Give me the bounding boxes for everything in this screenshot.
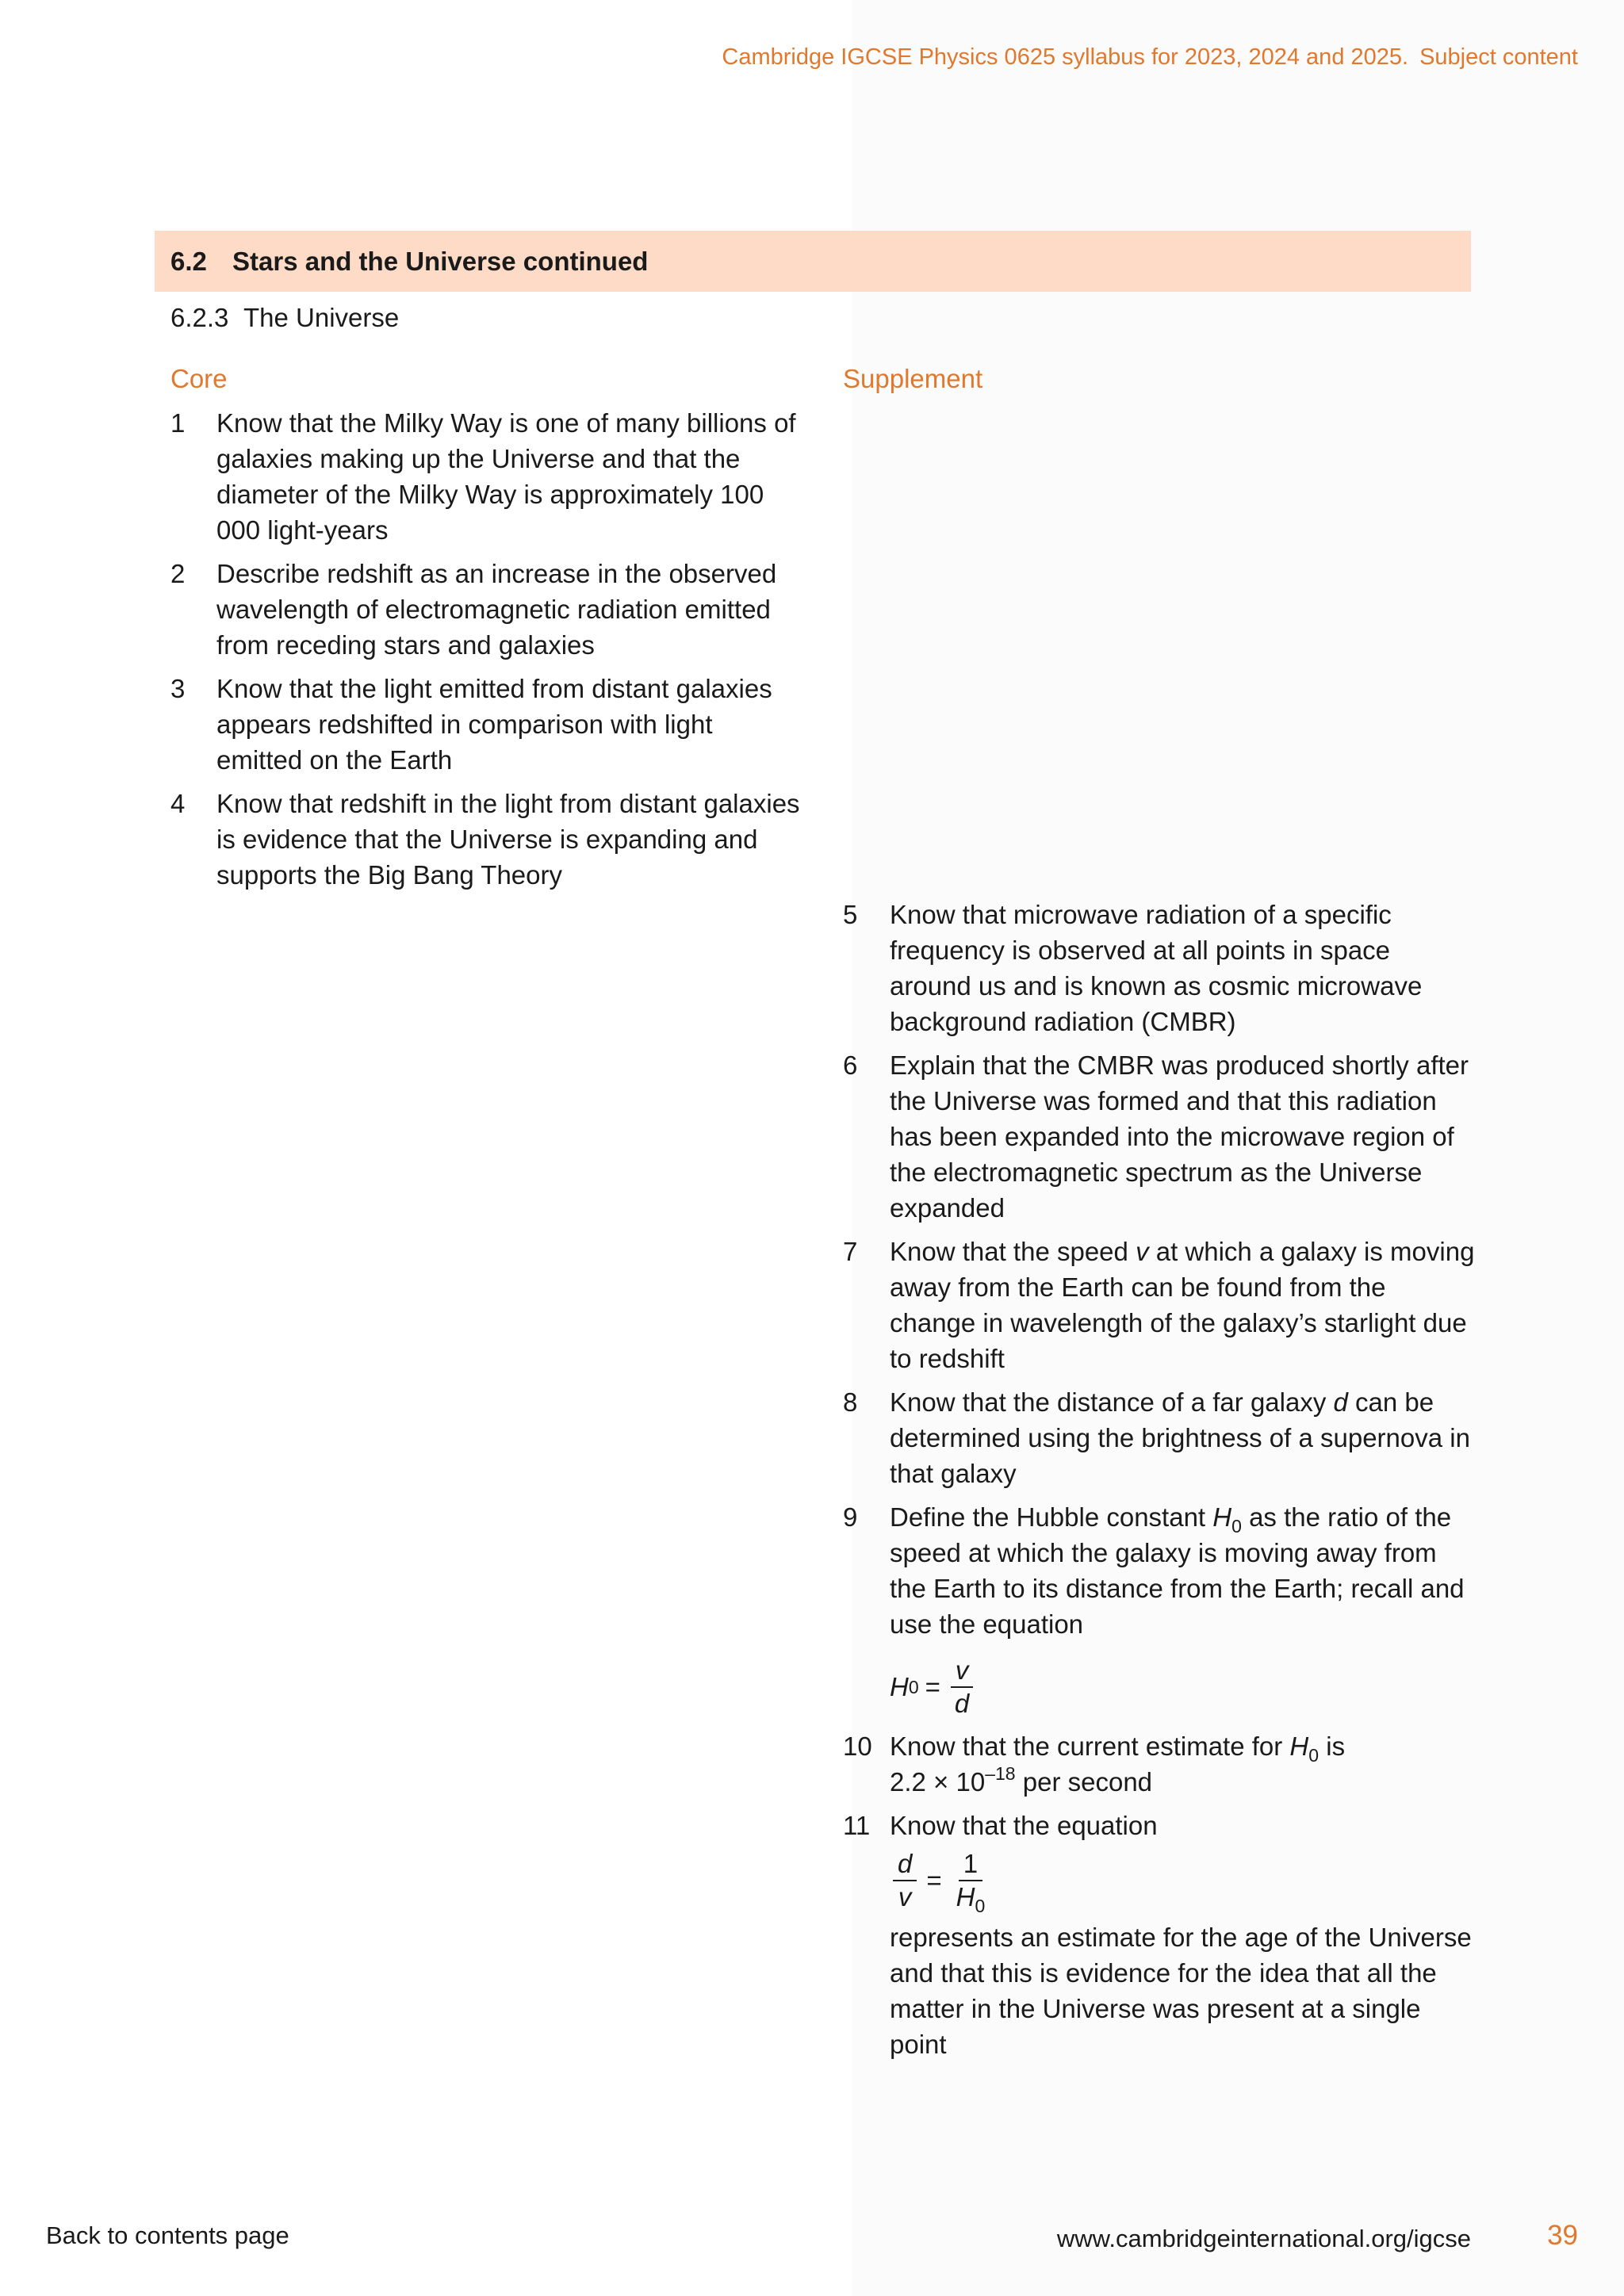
item-text: Describe redshift as an increase in the observed wavelength of electromagnetic radiation emitted from receding stars and galaxies bbox=[216, 559, 777, 660]
core-column-heading: Core bbox=[170, 364, 228, 393]
list-item bbox=[843, 1384, 1477, 1491]
eq-fraction-right bbox=[952, 1848, 990, 1916]
list-item bbox=[170, 405, 805, 548]
symbol-v: v bbox=[1136, 1237, 1149, 1266]
list-item bbox=[170, 556, 805, 663]
item-text: Know that redshift in the light from distant galaxies is evidence that the Universe is expanding and supports the Big Bang Theory bbox=[216, 789, 800, 890]
item-text: Know that microwave radiation of a specific frequency is observed at all points in space around us and is known as cosmic microwave background radiation (CMBR) bbox=[890, 900, 1423, 1036]
supplement-list bbox=[843, 897, 1477, 2062]
section-title: Stars and the Universe continued bbox=[232, 246, 649, 276]
item-text: at which a galaxy is moving away from the Earth can be found from the change in wavelength of the galaxy’s starlight due to redshift bbox=[890, 1237, 1475, 1373]
item-number: 10 bbox=[843, 1731, 872, 1761]
symbol-d: d bbox=[1333, 1387, 1348, 1417]
list-item bbox=[843, 1808, 1477, 2063]
item-number: 7 bbox=[843, 1237, 858, 1266]
subsection-heading bbox=[170, 303, 399, 333]
eq-numerator: d bbox=[893, 1850, 917, 1881]
website-url[interactable]: www.cambridgeinternational.org/igcse bbox=[1056, 2225, 1471, 2252]
list-item bbox=[843, 897, 1477, 1039]
eq-denominator bbox=[952, 1881, 990, 1916]
supplement-column-heading: Supplement bbox=[843, 364, 983, 393]
item-number: 9 bbox=[843, 1502, 858, 1532]
list-item bbox=[843, 1499, 1477, 1719]
item-text: Know that the current estimate for bbox=[890, 1731, 1290, 1761]
eq-numerator: 1 bbox=[959, 1850, 982, 1881]
eq-h: H bbox=[890, 1672, 909, 1702]
running-section: Subject content bbox=[1419, 44, 1578, 70]
section-number: 6.2 bbox=[170, 246, 207, 276]
list-item bbox=[843, 1047, 1477, 1226]
eq-h: H bbox=[956, 1881, 975, 1911]
item-number: 1 bbox=[170, 408, 186, 438]
symbol-subscript: 0 bbox=[1308, 1744, 1320, 1766]
item-text: Define the Hubble constant bbox=[890, 1502, 1213, 1532]
item-number: 3 bbox=[170, 674, 186, 703]
eq-subscript: 0 bbox=[975, 1895, 986, 1916]
subsection-title: The Universe bbox=[243, 303, 400, 332]
item-number: 8 bbox=[843, 1387, 858, 1417]
list-item bbox=[843, 1234, 1477, 1376]
item-text: represents an estimate for the age of the Universe and that this is evidence for the idea that all the matter in the Universe was present at a single point bbox=[890, 1923, 1472, 2060]
list-item bbox=[843, 1728, 1477, 1800]
item-text: Know that the Milky Way is one of many billions of galaxies making up the Universe and that the diameter of the Milky Way is approximately 100 000 light-years bbox=[216, 408, 796, 545]
eq-fraction bbox=[950, 1656, 974, 1719]
eq-equals: = bbox=[925, 1672, 940, 1702]
eq-numerator: v bbox=[951, 1656, 974, 1688]
item-text: per second bbox=[1015, 1766, 1153, 1797]
list-item bbox=[170, 671, 805, 778]
page-number: 39 bbox=[1547, 2220, 1578, 2251]
symbol-subscript: 0 bbox=[1231, 1516, 1242, 1536]
item-text: is bbox=[1319, 1731, 1346, 1761]
value-mantissa: 2.2 × 10 bbox=[890, 1766, 986, 1797]
item-text: Know that the light emitted from distant galaxies appears redshifted in comparison with light emitted on the Earth bbox=[216, 674, 772, 775]
value-exponent: –18 bbox=[985, 1762, 1016, 1784]
subsection-number: 6.2.3 bbox=[170, 303, 229, 332]
symbol-h: H bbox=[1212, 1502, 1232, 1532]
symbol-h: H bbox=[1289, 1731, 1309, 1761]
item-text: Know that the equation bbox=[890, 1810, 1158, 1840]
eq-denominator: d bbox=[954, 1689, 970, 1719]
list-item bbox=[170, 786, 805, 893]
item-number: 6 bbox=[843, 1050, 858, 1080]
item-number: 11 bbox=[843, 1810, 871, 1840]
item-text: Know that the speed bbox=[890, 1237, 1136, 1266]
item-text: Know that the distance of a far galaxy bbox=[890, 1387, 1334, 1417]
item-text: Explain that the CMBR was produced shortly after the Universe was formed and that this radiation has been expanded into the microwave region of the electromagnetic spectrum as the Universe expanded bbox=[890, 1050, 1469, 1223]
item-number: 5 bbox=[843, 900, 858, 929]
running-title: Cambridge IGCSE Physics 0625 syllabus for 2023, 2024 and 2025. bbox=[722, 44, 1409, 70]
item-number: 2 bbox=[170, 559, 186, 588]
age-equation bbox=[890, 1848, 1477, 1916]
running-header bbox=[722, 44, 1578, 71]
eq-equals: = bbox=[926, 1865, 942, 1895]
item-text: can be determined using the brightness of a supernova in that galaxy bbox=[890, 1387, 1470, 1488]
core-list bbox=[170, 405, 805, 893]
item-number: 4 bbox=[170, 789, 186, 818]
item-text: as the ratio of the speed at which the galaxy is moving away from the Earth to its distance from the Earth; recall and use the equation bbox=[890, 1502, 1465, 1639]
eq-fraction-left bbox=[893, 1850, 917, 1912]
eq-denominator: v bbox=[898, 1881, 912, 1911]
section-heading-bar bbox=[155, 231, 1471, 292]
hubble-equation: H 0 = $\frac{v}{d}$ bbox=[890, 1656, 1477, 1719]
back-to-contents-link[interactable]: Back to contents page bbox=[46, 2221, 289, 2249]
